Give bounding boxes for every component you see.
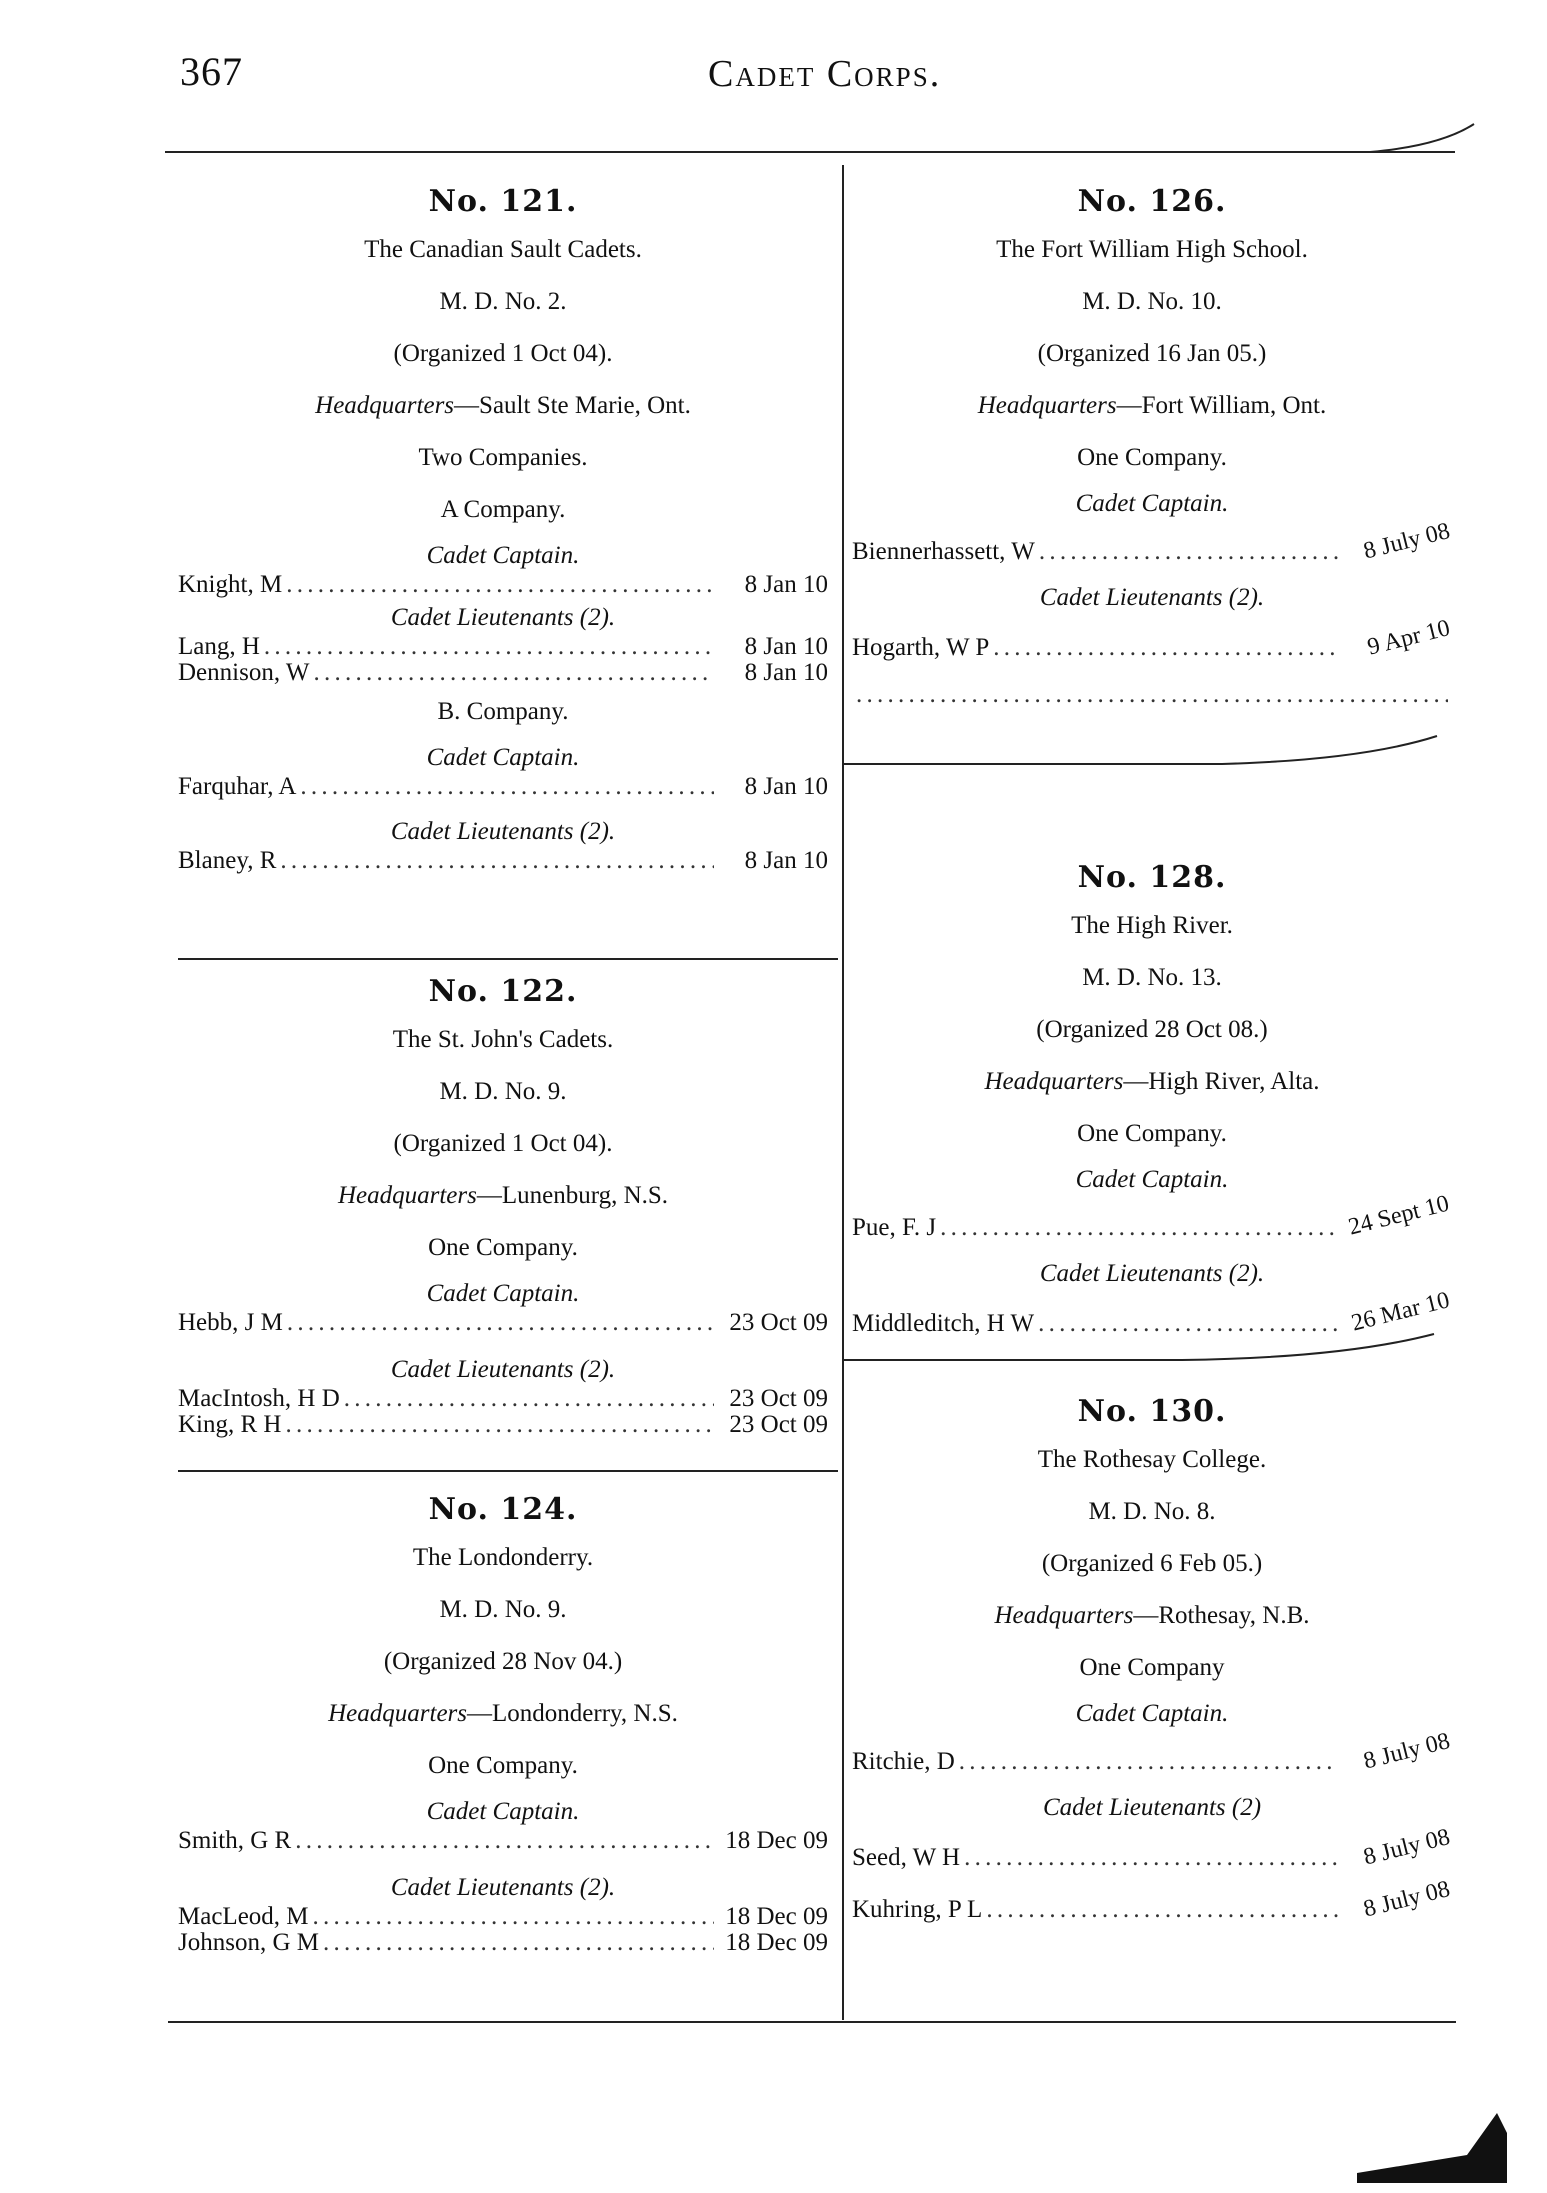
roster-entry: [178, 1412, 828, 1438]
headquarters-label: Headquarters: [984, 1068, 1124, 1095]
entry-name: MacLeod, M: [178, 1903, 309, 1930]
leader-dots: [313, 1904, 714, 1930]
leader-dots: [940, 1202, 1338, 1254]
entry-date-text: 24 Sept 10: [1346, 1190, 1453, 1241]
roster-entry: [852, 615, 1453, 674]
organized-date: (Organized 1 Oct 04).: [393, 1130, 613, 1157]
corps-name: The Canadian Sault Cadets.: [364, 236, 642, 263]
leader-dots: [344, 1386, 714, 1412]
headquarters-label: Headquarters: [315, 392, 455, 419]
organized-date: (Organized 6 Feb 05.): [1041, 1550, 1263, 1577]
leader-dots: [287, 1310, 714, 1336]
entry-date: 18 Dec 09: [725, 1827, 828, 1854]
leader-dots: [1039, 526, 1338, 578]
military-district: M. D. No. 9.: [439, 1596, 567, 1623]
corps-name: The Londonderry.: [412, 1544, 594, 1571]
headquarters-value: —Rothesay, N.B.: [1133, 1602, 1310, 1629]
company-count: Two Companies.: [418, 444, 588, 471]
entry-name: Farquhar, A: [178, 773, 297, 800]
leader-dots: [286, 572, 714, 598]
roster-entry: [178, 1828, 828, 1854]
header-rule: [165, 151, 1455, 153]
headquarters-value: —Londonderry, N.S.: [467, 1700, 678, 1727]
entry-date: 18 Dec 09: [725, 1903, 828, 1930]
company-heading: A Company.: [440, 496, 566, 523]
entry-name: Biennerhassett, W: [852, 538, 1035, 565]
company-count: One Company.: [1077, 1120, 1227, 1147]
running-title: Cadet Corps.: [708, 53, 942, 95]
roster-entry: [852, 1728, 1453, 1788]
headquarters: [178, 380, 828, 432]
section-121: [178, 180, 828, 874]
rank-heading: Cadet Captain.: [1075, 1166, 1229, 1193]
entry-name: Blaney, R: [178, 847, 277, 874]
headquarters: [852, 1056, 1452, 1108]
entry-date: 8 Jan 10: [744, 571, 828, 598]
leader-dots: [285, 1412, 714, 1438]
page-number: 367: [180, 49, 243, 94]
entry-name: Middleditch, H W: [852, 1310, 1035, 1337]
entry-date: [1342, 1876, 1453, 1936]
entry-date: 8 Jan 10: [744, 847, 828, 874]
entry-date: [1342, 518, 1453, 578]
roster-entry: [178, 1904, 828, 1930]
section-number: No. 121.: [428, 184, 578, 219]
headquarters-label: Headquarters: [977, 392, 1117, 419]
entry-name: MacIntosh, H D: [178, 1385, 340, 1412]
section-rule: [842, 1330, 1452, 1370]
leader-dots: [856, 682, 1448, 708]
entry-date: 8 Jan 10: [744, 633, 828, 660]
rank-heading: Cadet Lieutenants (2).: [390, 1874, 616, 1901]
entry-date: [1342, 1728, 1453, 1788]
organized-date: (Organized 28 Nov 04.): [383, 1648, 623, 1675]
section-number: No. 124.: [428, 1492, 578, 1527]
leader-dots: [300, 774, 714, 800]
headquarters-value: —Fort William, Ont.: [1116, 392, 1327, 419]
entry-date: 23 Oct 09: [729, 1309, 828, 1336]
organized-date: (Organized 28 Oct 08.): [1036, 1016, 1268, 1043]
entry-name: Seed, W H: [852, 1844, 961, 1871]
headquarters: [178, 1688, 828, 1740]
entry-date: 8 Jan 10: [744, 773, 828, 800]
entry-name: Lang, H: [178, 633, 260, 660]
corps-name: The St. John's Cadets.: [392, 1026, 614, 1053]
leader-dots: [264, 634, 714, 660]
rank-heading: Cadet Lieutenants (2).: [1039, 1260, 1265, 1287]
leader-dots: [280, 848, 714, 874]
entry-date: [1342, 615, 1453, 674]
entry-name: Hogarth, W P: [852, 634, 990, 661]
rank-heading: Cadet Captain.: [1075, 1700, 1229, 1727]
company-count: One Company: [1079, 1654, 1225, 1681]
entry-name: Ritchie, D: [852, 1748, 955, 1775]
rank-heading: Cadet Captain.: [426, 1280, 580, 1307]
entry-name: Johnson, G M: [178, 1929, 319, 1956]
rank-heading: Cadet Lieutenants (2).: [390, 604, 616, 631]
entry-name: Kuhring, P L: [852, 1896, 983, 1923]
roster-entry: [178, 848, 828, 874]
entry-date-text: 8 July 08: [1360, 1824, 1453, 1871]
roster-entry: [178, 1386, 828, 1412]
company-count: One Company.: [428, 1234, 578, 1261]
leader-dot-row: [852, 682, 1452, 708]
roster-entry: [852, 1876, 1453, 1936]
organized-date: (Organized 1 Oct 04).: [393, 340, 613, 367]
entry-date: 18 Dec 09: [725, 1929, 828, 1956]
entry-date-text: 26 Mar 10: [1348, 1287, 1453, 1337]
military-district: M. D. No. 10.: [1082, 288, 1222, 315]
rank-heading: Cadet Captain.: [426, 744, 580, 771]
headquarters: [178, 1170, 828, 1222]
rank-heading: Cadet Lieutenants (2).: [390, 818, 616, 845]
headquarters-value: —High River, Alta.: [1123, 1068, 1320, 1095]
entry-name: King, R H: [178, 1411, 282, 1438]
entry-date-text: 8 July 08: [1360, 518, 1453, 565]
roster-entry: [852, 1824, 1453, 1884]
entry-date-text: 8 July 08: [1360, 1728, 1453, 1775]
entry-date: [1342, 1190, 1453, 1254]
section-rule: [842, 730, 1452, 770]
headquarters-label: Headquarters: [337, 1182, 477, 1209]
rank-heading: Cadet Captain.: [1075, 490, 1229, 517]
entry-name: Dennison, W: [178, 659, 310, 686]
section-124: [178, 1488, 828, 1956]
section-126: [852, 180, 1452, 708]
roster-entry: [178, 572, 828, 598]
roster-entry: [178, 634, 828, 660]
roster-entry: [178, 1930, 828, 1956]
section-rule: [178, 1470, 838, 1472]
rank-heading: Cadet Lieutenants (2).: [1039, 584, 1265, 611]
leader-dots: [323, 1930, 714, 1956]
roster-entry: [178, 660, 828, 686]
section-122: [178, 970, 828, 1438]
page-header: [0, 0, 1547, 150]
military-district: M. D. No. 8.: [1088, 1498, 1216, 1525]
roster-entry: [852, 1190, 1453, 1254]
roster-entry: [178, 774, 828, 800]
rank-heading: Cadet Lieutenants (2).: [390, 1356, 616, 1383]
section-number: No. 122.: [428, 974, 578, 1009]
corps-name: The Rothesay College.: [1037, 1446, 1267, 1473]
leader-dots: [959, 1736, 1338, 1788]
entry-date: 23 Oct 09: [729, 1385, 828, 1412]
entry-date-text: 8 July 08: [1360, 1876, 1453, 1923]
military-district: M. D. No. 9.: [439, 1078, 567, 1105]
roster-entry: [178, 1310, 828, 1336]
leader-dots: [986, 1884, 1338, 1936]
right-column: [852, 170, 1452, 2020]
section-rule: [178, 958, 838, 960]
section-130: [852, 1390, 1452, 1936]
corps-name: The Fort William High School.: [996, 236, 1308, 263]
military-district: M. D. No. 13.: [1082, 964, 1222, 991]
rank-heading: Cadet Captain.: [426, 1798, 580, 1825]
organized-date: (Organized 16 Jan 05.): [1037, 340, 1267, 367]
corps-name: The High River.: [1071, 912, 1233, 939]
rank-heading: Cadet Captain.: [426, 542, 580, 569]
header-rule-curl: [1370, 120, 1480, 156]
entry-date: 23 Oct 09: [729, 1411, 828, 1438]
leader-dots: [993, 622, 1338, 674]
section-number: No. 130.: [1077, 1394, 1227, 1429]
headquarters-label: Headquarters: [328, 1700, 468, 1727]
headquarters-label: Headquarters: [994, 1602, 1134, 1629]
section-128: [852, 856, 1452, 1350]
leader-dots: [295, 1828, 714, 1854]
company-heading: B. Company.: [437, 698, 569, 725]
roster-entry: [852, 518, 1453, 578]
bottom-rule: [168, 2021, 1456, 2023]
headquarters: [852, 380, 1452, 432]
headquarters: [852, 1590, 1452, 1642]
rank-heading: Cadet Lieutenants (2): [1042, 1794, 1262, 1821]
left-column: [178, 170, 828, 2020]
company-count: One Company.: [428, 1752, 578, 1779]
entry-date: 8 Jan 10: [744, 659, 828, 686]
entry-name: Knight, M: [178, 571, 283, 598]
leader-dots: [313, 660, 714, 686]
leader-dots: [964, 1832, 1338, 1884]
entry-name: Smith, G R: [178, 1827, 292, 1854]
entry-date-text: 9 Apr 10: [1364, 615, 1453, 661]
entry-name: Pue, F. J: [852, 1214, 937, 1241]
entry-name: Hebb, J M: [178, 1309, 283, 1336]
section-number: No. 126.: [1077, 184, 1227, 219]
headquarters-value: —Sault Ste Marie, Ont.: [454, 392, 691, 419]
company-count: One Company.: [1077, 444, 1227, 471]
headquarters-value: —Lunenburg, N.S.: [476, 1182, 669, 1209]
military-district: M. D. No. 2.: [439, 288, 567, 315]
column-divider: [842, 165, 844, 2020]
scan-edge-mark: [1347, 2093, 1507, 2183]
section-number: No. 128.: [1077, 860, 1227, 895]
